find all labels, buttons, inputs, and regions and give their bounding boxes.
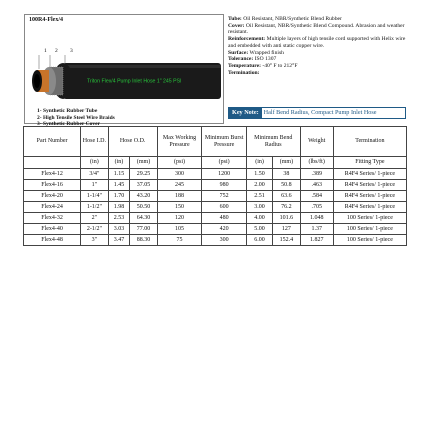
cell-burst-psi: 980 <box>202 180 247 191</box>
cell-weight: 1.37 <box>300 224 333 235</box>
layer-legend <box>37 108 115 128</box>
key-note <box>228 107 406 119</box>
cell-hose-id: 2" <box>81 213 108 224</box>
cell-burst-psi: 300 <box>202 235 247 246</box>
table-row <box>24 180 407 191</box>
unit-cell: (mm) <box>130 157 157 169</box>
cell-weight: 1.048 <box>300 213 333 224</box>
header-hose-od: Hose O.D. <box>108 127 157 157</box>
cell-weight: .389 <box>300 169 333 180</box>
unit-cell: Fitting Type <box>333 157 406 169</box>
cell-working-psi: 150 <box>157 202 202 213</box>
header-termination: Termination <box>333 127 406 157</box>
spec-cover: Cover: Oil Resistant, NBR/Synthetic Blend Compound. Abrasion and weather resistant. <box>228 22 405 36</box>
cell-od-mm: 64.30 <box>130 213 157 224</box>
unit-cell: (in) <box>108 157 130 169</box>
spec-tolerance: Tolerance: ISO 1307 <box>228 56 277 63</box>
cell-bend-mm: 76.2 <box>273 202 300 213</box>
cell-od-in: 3.03 <box>108 224 130 235</box>
cell-bend-in: 4.00 <box>246 213 272 224</box>
cell-part-number: Flex4-48 <box>24 235 81 246</box>
cell-termination: R4F4 Series/ 1-piece <box>333 191 406 202</box>
cell-weight: .463 <box>300 180 333 191</box>
cell-termination: R4F4 Series/ 1-piece <box>333 202 406 213</box>
cell-bend-mm: 101.6 <box>273 213 300 224</box>
cell-working-psi: 120 <box>157 213 202 224</box>
unit-cell-empty <box>24 157 81 169</box>
spec-surface: Surface: Wrapped finish <box>228 49 284 56</box>
cell-weight: .705 <box>300 202 333 213</box>
unit-cell: (lbs/ft) <box>300 157 333 169</box>
cell-od-in: 1.45 <box>108 180 130 191</box>
unit-cell: (mm) <box>273 157 300 169</box>
cell-bend-in: 1.50 <box>246 169 272 180</box>
cell-termination: 100 Series/ 1-piece <box>333 224 406 235</box>
cell-weight: 1.827 <box>300 235 333 246</box>
cell-bend-mm: 38 <box>273 169 300 180</box>
table-body <box>24 169 407 246</box>
layer-legend-item: 1- Synthetic Rubber Tube <box>37 108 98 114</box>
layer-legend-item: 3- Synthetic Rubber Cover <box>37 121 100 128</box>
layer-number-3: 3 <box>70 48 73 54</box>
cell-od-mm: 43.20 <box>130 191 157 202</box>
cell-burst-psi: 420 <box>202 224 247 235</box>
cell-od-mm: 88.30 <box>130 235 157 246</box>
cell-bend-in: 2.00 <box>246 180 272 191</box>
cell-burst-psi: 752 <box>202 191 247 202</box>
cell-termination: 100 Series/ 1-piece <box>333 235 406 246</box>
cell-termination: 100 Series/ 1-piece <box>333 213 406 224</box>
hose-print-text: Triton Flex/4 Pump Inlet Hose 1" 245 PSI <box>87 78 182 85</box>
header-part-number: Part Number <box>24 127 81 157</box>
cell-working-psi: 245 <box>157 180 202 191</box>
cell-part-number: Flex4-32 <box>24 213 81 224</box>
table-row <box>24 224 407 235</box>
cell-od-in: 3.47 <box>108 235 130 246</box>
spec-reinforcement: Reinforcement: Multiple layers of high tensile cord supported with Helix wire and embedded with anti static copper wire. <box>228 36 406 49</box>
cell-part-number: Flex4-24 <box>24 202 81 213</box>
layer-legend-item: 2- High Tensile Steel Wire Braids <box>37 114 115 121</box>
cell-od-mm: 77.00 <box>130 224 157 235</box>
cell-part-number: Flex4-40 <box>24 224 81 235</box>
cell-hose-id: 1" <box>81 180 108 191</box>
cell-bend-in: 6.00 <box>246 235 272 246</box>
cell-termination: R4F4 Series/ 1-piece <box>333 180 406 191</box>
cell-hose-id: 3" <box>81 235 108 246</box>
part-code: 100R4-Flex/4 <box>29 17 63 23</box>
spec-temperature: Temperature: -40° F to 212°F <box>228 62 298 69</box>
spec-tube: Tube: Oil Resistant, NBR/Synthetic Blend Rubber <box>228 16 342 22</box>
cell-working-psi: 300 <box>157 169 202 180</box>
cell-hose-id: 1-1/4" <box>81 191 108 202</box>
cell-weight: .584 <box>300 191 333 202</box>
cell-bend-in: 5.00 <box>246 224 272 235</box>
cell-bend-mm: 63.6 <box>273 191 300 202</box>
cell-part-number: Flex4-20 <box>24 191 81 202</box>
table-row <box>24 213 407 224</box>
key-note-label: Key Note: <box>229 108 262 118</box>
cell-burst-psi: 1200 <box>202 169 247 180</box>
header-min-bend-radius: Minimum Bend Radius <box>246 127 300 157</box>
unit-cell: (psi) <box>157 157 202 169</box>
specifications <box>228 16 406 76</box>
cell-part-number: Flex4-12 <box>24 169 81 180</box>
cell-working-psi: 188 <box>157 191 202 202</box>
table-row <box>24 202 407 213</box>
specification-table <box>23 126 407 246</box>
key-note-text: Half Bend Radius, Compact Pump Inlet Hose <box>263 109 377 116</box>
cell-bend-mm: 127 <box>273 224 300 235</box>
header-hose-id: Hose I.D. <box>81 127 108 157</box>
table-row <box>24 191 407 202</box>
cell-bend-mm: 152.4 <box>273 235 300 246</box>
cell-working-psi: 75 <box>157 235 202 246</box>
cell-od-mm: 29.25 <box>130 169 157 180</box>
header-min-burst-pressure: Minimum Burst Pressure <box>202 127 247 157</box>
cell-od-in: 2.53 <box>108 213 130 224</box>
table-row <box>24 235 407 246</box>
hose-illustration-panel <box>24 14 224 128</box>
unit-cell: (in) <box>246 157 272 169</box>
cell-od-in: 1.15 <box>108 169 130 180</box>
layer-number-2: 2 <box>55 48 58 54</box>
header-max-working-pressure: Max Working Pressure <box>157 127 202 157</box>
cell-bend-in: 3.00 <box>246 202 272 213</box>
cell-termination: R4F4 Series/ 1-piece <box>333 169 406 180</box>
cell-bend-mm: 50.8 <box>273 180 300 191</box>
unit-cell: (psi) <box>202 157 247 169</box>
cell-hose-id: 2-1/2" <box>81 224 108 235</box>
cell-part-number: Flex4-16 <box>24 180 81 191</box>
cell-hose-id: 1-1/2" <box>81 202 108 213</box>
cell-od-mm: 50.50 <box>130 202 157 213</box>
cell-burst-psi: 480 <box>202 213 247 224</box>
table-units-row <box>24 157 407 169</box>
cell-od-mm: 37.05 <box>130 180 157 191</box>
spec-termination: Termination: <box>228 69 260 76</box>
cell-od-in: 1.70 <box>108 191 130 202</box>
cell-od-in: 1.98 <box>108 202 130 213</box>
layer-number-1: 1 <box>44 48 47 54</box>
cell-bend-in: 2.51 <box>246 191 272 202</box>
table-row <box>24 169 407 180</box>
unit-cell: (in) <box>81 157 108 169</box>
table-header-row <box>24 127 407 157</box>
hose-cross-section-image <box>27 55 223 101</box>
header-weight: Weight <box>300 127 333 157</box>
cell-working-psi: 105 <box>157 224 202 235</box>
cell-hose-id: 3/4" <box>81 169 108 180</box>
cell-burst-psi: 600 <box>202 202 247 213</box>
